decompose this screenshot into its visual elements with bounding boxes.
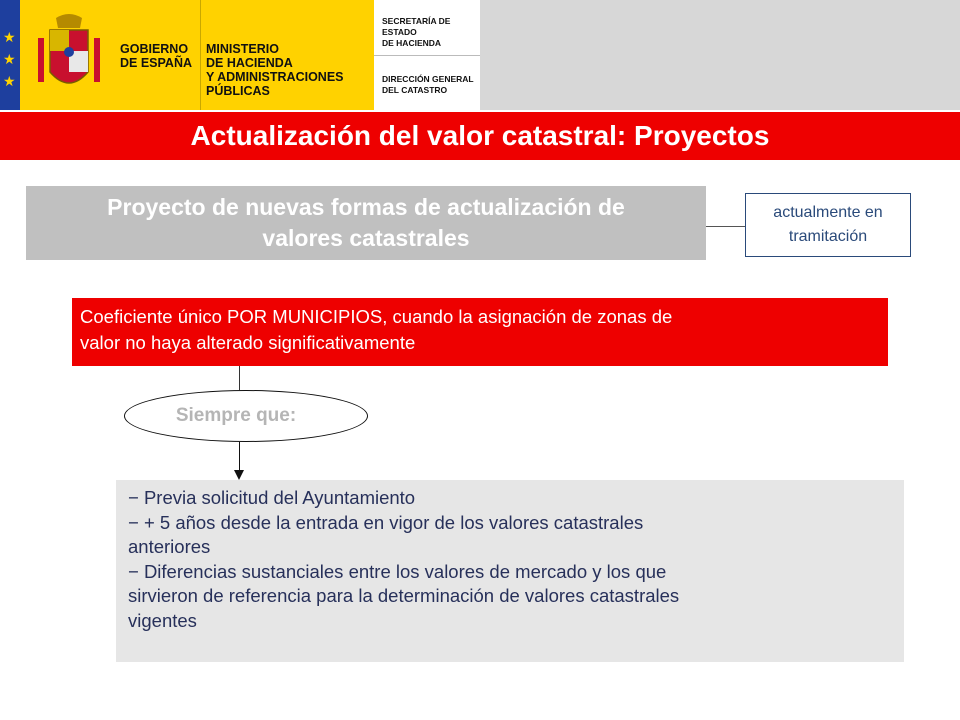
condition-label: Siempre que: [175, 405, 297, 426]
secretaria-line: DE HACIENDA [382, 38, 442, 48]
coat-of-arms-icon [34, 12, 104, 100]
eu-flag-strip: ★ ★ ★ [0, 0, 20, 110]
ministerio-label [206, 42, 374, 98]
project-line: valores catastrales [262, 225, 470, 251]
page-title: Actualización del valor catastral: Proyectos [190, 120, 770, 151]
status-line: tramitación [788, 228, 868, 245]
secretaria-block [374, 0, 480, 110]
divider [374, 55, 480, 56]
divider [200, 0, 201, 110]
connector-line [239, 442, 240, 470]
condition-item: − Diferencias sustanciales entre los valores de mercado y los que [128, 560, 667, 582]
gobierno-line: GOBIERNO [120, 42, 189, 56]
condition-item: − + 5 años desde la entrada en vigor de los valores catastrales [128, 511, 644, 533]
title-bar [0, 112, 960, 160]
ministerio-line: MINISTERIO [206, 42, 279, 56]
condition-item: − Previa solicitud del Ayuntamiento [128, 487, 416, 508]
direccion-label [382, 74, 474, 96]
secretaria-label [382, 16, 480, 49]
gobierno-label [120, 42, 192, 70]
coefficient-line: Coeficiente único POR MUNICIPIOS, cuando la asignación de zonas de [80, 306, 673, 327]
project-line: Proyecto de nuevas formas de actualización de [107, 194, 625, 220]
conditions-box [116, 480, 904, 662]
connector-line [706, 226, 746, 227]
coefficient-line: valor no haya alterado significativamente [80, 332, 416, 353]
condition-item: anteriores [128, 536, 211, 557]
connector-line [239, 366, 240, 390]
secretaria-line: SECRETARÍA DE ESTADO [382, 16, 451, 37]
ministerio-line: DE HACIENDA [206, 56, 293, 70]
condition-item: vigentes [128, 609, 197, 631]
status-line: actualmente en [773, 204, 883, 221]
condition-item: sirvieron de referencia para la determinación de valores catastrales [128, 585, 680, 606]
direccion-line: DIRECCIÓN GENERAL [382, 74, 474, 84]
arrow-down-icon [234, 470, 244, 480]
project-box [26, 186, 706, 260]
government-logo-block [20, 0, 374, 110]
coefficient-box [72, 298, 888, 366]
status-box [745, 193, 911, 257]
direccion-line: DEL CATASTRO [382, 85, 448, 95]
ministerio-line: Y ADMINISTRACIONES PÚBLICAS [206, 70, 344, 98]
header-band [0, 0, 960, 110]
gobierno-line: DE ESPAÑA [120, 56, 193, 70]
